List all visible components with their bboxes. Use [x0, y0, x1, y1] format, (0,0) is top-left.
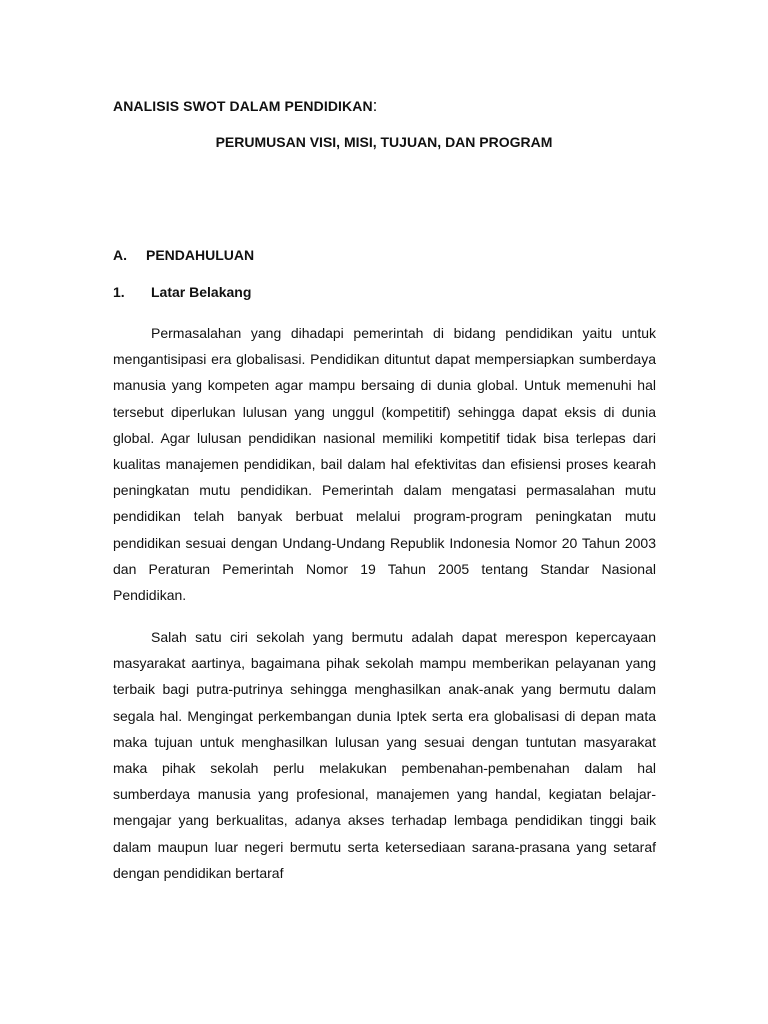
body-paragraph-2: Salah satu ciri sekolah yang bermutu adalah dapat merespon kepercayaan masyarakat aartinya, bagaimana pihak sekolah mampu memberikan pelayanan yang terbaik bagi putra-putrinya sehingga menghasilkan anak-anak yang bermutu dalam segala hal. Mengingat perkembangan dunia Iptek serta era globalisasi di depan mata maka tujuan untuk menghasilkan lulusan yang sesuai dengan tuntutan masyarakat maka pihak sekolah perlu melakukan pembenahan-pembenahan dalam hal sumberdaya manusia yang profesional, manajemen yang handal, kegiatan belajar-mengajar yang berkualitas, adanya akses terhadap lembaga pendidikan tinggi baik dalam maupun luar negeri bermutu serta ketersediaan sarana-prasana yang setaraf dengan pendidikan bertaraf [113, 629, 656, 881]
subsection-number: 1. [113, 284, 125, 300]
document-title [113, 96, 378, 116]
document-subtitle: PERUMUSAN VISI, MISI, TUJUAN, DAN PROGRAM [215, 134, 553, 150]
subsection-heading [113, 284, 251, 300]
section-label: PENDAHULUAN [146, 247, 255, 263]
document-title-colon: : [372, 96, 378, 115]
section-number: A. [113, 247, 127, 263]
section-heading [113, 247, 254, 263]
document-title-text: ANALISIS SWOT DALAM PENDIDIKAN [113, 98, 373, 114]
body-paragraph-1: Permasalahan yang dihadapi pemerintah di bidang pendidikan yaitu untuk mengantisipasi era globalisasi. Pendidikan dituntut dapat mempersiapkan sumberdaya manusia yang kompeten agar mampu bersaing di dunia global. Untuk memenuhi hal tersebut diperlukan lulusan yang unggul (kompetitif) sehingga dapat eksis di dunia global. Agar lulusan pendidikan nasional memiliki kompetitif tidak bisa terlepas dari kualitas manajemen pendidikan, bail dalam hal efektivitas dan efisiensi proses kearah peningkatan mutu pendidikan. Pemerintah dalam mengatasi permasalahan mutu pendidikan telah banyak berbuat melalui program-program peningkatan mutu pendidikan sesuai dengan Undang-Undang Republik Indonesia Nomor 20 Tahun 2003 dan Peraturan Pemerintah Nomor 19 Tahun 2005 tentang Standar Nasional Pendidikan. [113, 325, 656, 604]
subsection-label: Latar Belakang [151, 284, 252, 300]
